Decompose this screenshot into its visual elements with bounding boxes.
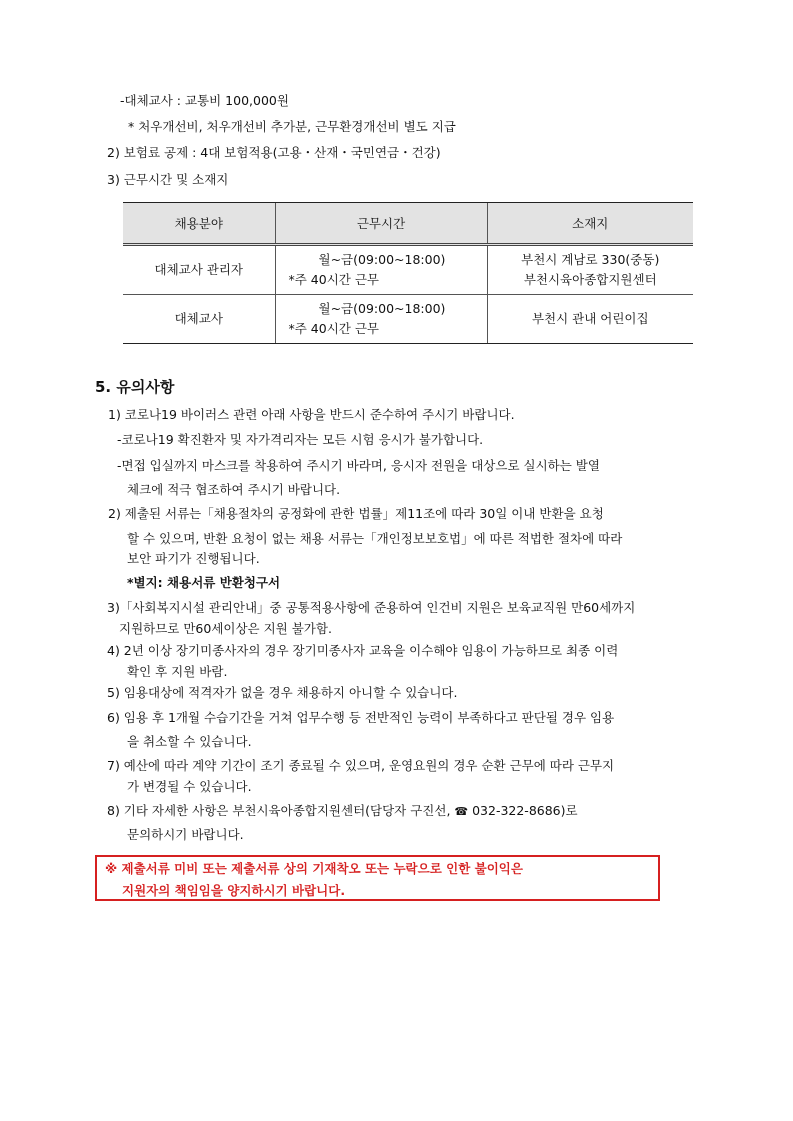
notice-item: 5) 임용대상에 적격자가 없을 경우 채용하지 아니할 수 있습니다. <box>107 685 458 700</box>
warning-line-1: ※ 제출서류 미비 또는 제출서류 상의 기재착오 또는 누락으로 인한 불이익은 <box>105 861 523 876</box>
warning-line-2: 지원자의 책임임을 양지하시기 바랍니다. <box>122 883 346 898</box>
allowance-line: -대체교사 : 교통비 100,000원 <box>120 93 289 108</box>
header-hours: 근무시간 <box>275 203 487 245</box>
hours-weekly: *주 40시간 근무 <box>288 321 379 336</box>
notice-item: 을 취소할 수 있습니다. <box>127 734 252 749</box>
notice-item: 3)「사회복지시설 관리안내」중 공통적용사항에 준용하여 인건비 지원은 보육교직원 만60세까지 <box>107 600 636 615</box>
notice-item: 할 수 있으며, 반환 요청이 없는 채용 서류는「개인정보보호법」에 따른 적법한 절차에 따라 <box>127 531 623 546</box>
notice-item: 지원하므로 만60세이상은 지원 불가함. <box>119 621 332 636</box>
table-row <box>123 245 693 295</box>
notice-item: 1) 코로나19 바이러스 관련 아래 사항을 반드시 준수하여 주시기 바랍니다. <box>108 407 515 422</box>
hours-days: 월~금(09:00~18:00) <box>318 252 446 267</box>
cell-location: 부천시 관내 어린이집 <box>487 295 693 344</box>
cell-hours <box>275 245 487 295</box>
contact-line <box>107 803 578 820</box>
warning-box <box>95 855 660 901</box>
hours-weekly: *주 40시간 근무 <box>288 272 379 287</box>
notice-item: 4) 2년 이상 장기미종사자의 경우 장기미종사자 교육을 이수해야 임용이 가능하므로 최종 이력 <box>107 643 619 658</box>
cell-location <box>487 245 693 295</box>
table-header-row <box>123 203 693 245</box>
notice-item: 7) 예산에 따라 계약 기간이 조기 종료될 수 있으며, 운영요원의 경우 순환 근무에 따라 근무지 <box>107 758 615 773</box>
header-field: 채용분야 <box>123 203 275 245</box>
table-row <box>123 295 693 344</box>
header-location: 소재지 <box>487 203 693 245</box>
section-title: 5. 유의사항 <box>95 378 175 396</box>
hours-heading: 3) 근무시간 및 소재지 <box>107 172 229 187</box>
phone-icon: ☎ <box>454 805 469 818</box>
notice-item: -면접 입실까지 마스크를 착용하여 주시기 바라며, 응시자 전원을 대상으로 실시하는 발열 <box>117 458 600 473</box>
notice-item: 보안 파기가 진행됩니다. <box>127 551 260 566</box>
notice-item: -코로나19 확진환자 및 자가격리자는 모든 시험 응시가 불가합니다. <box>117 432 484 447</box>
insurance-line: 2) 보험료 공제 : 4대 보험적용(고용・산재・국민연금・건강) <box>107 145 441 160</box>
contact-text: 8) 기타 자세한 사항은 부천시육아종합지원센터(담당자 구진선, <box>107 803 455 818</box>
notice-item: 가 변경될 수 있습니다. <box>127 779 252 794</box>
hours-days: 월~금(09:00~18:00) <box>318 301 446 316</box>
cell-field: 대체교사 관리자 <box>123 245 275 295</box>
notice-item: 확인 후 지원 바람. <box>127 664 228 679</box>
cell-hours <box>275 295 487 344</box>
location-center: 부천시육아종합지원센터 <box>523 272 657 287</box>
notice-item: 문의하시기 바랍니다. <box>127 827 244 842</box>
notice-item: 2) 제출된 서류는「채용절차의 공정화에 관한 법률」제11조에 따라 30일 이내 반환을 요청 <box>108 506 604 521</box>
contact-phone: 032-322-8686)로 <box>468 803 578 818</box>
allowance-note: * 처우개선비, 처우개선비 추가분, 근무환경개선비 별도 지급 <box>128 119 456 134</box>
cell-field: 대체교사 <box>123 295 275 344</box>
notice-item: 6) 임용 후 1개월 수습기간을 거쳐 업무수행 등 전반적인 능력이 부족하다고 판단될 경우 임용 <box>107 710 615 725</box>
notice-item: 체크에 적극 협조하여 주시기 바랍니다. <box>127 482 341 497</box>
work-hours-table <box>123 202 693 344</box>
location-address: 부천시 계남로 330(중동) <box>521 252 660 267</box>
attachment-note: *별지: 채용서류 반환청구서 <box>127 575 281 590</box>
